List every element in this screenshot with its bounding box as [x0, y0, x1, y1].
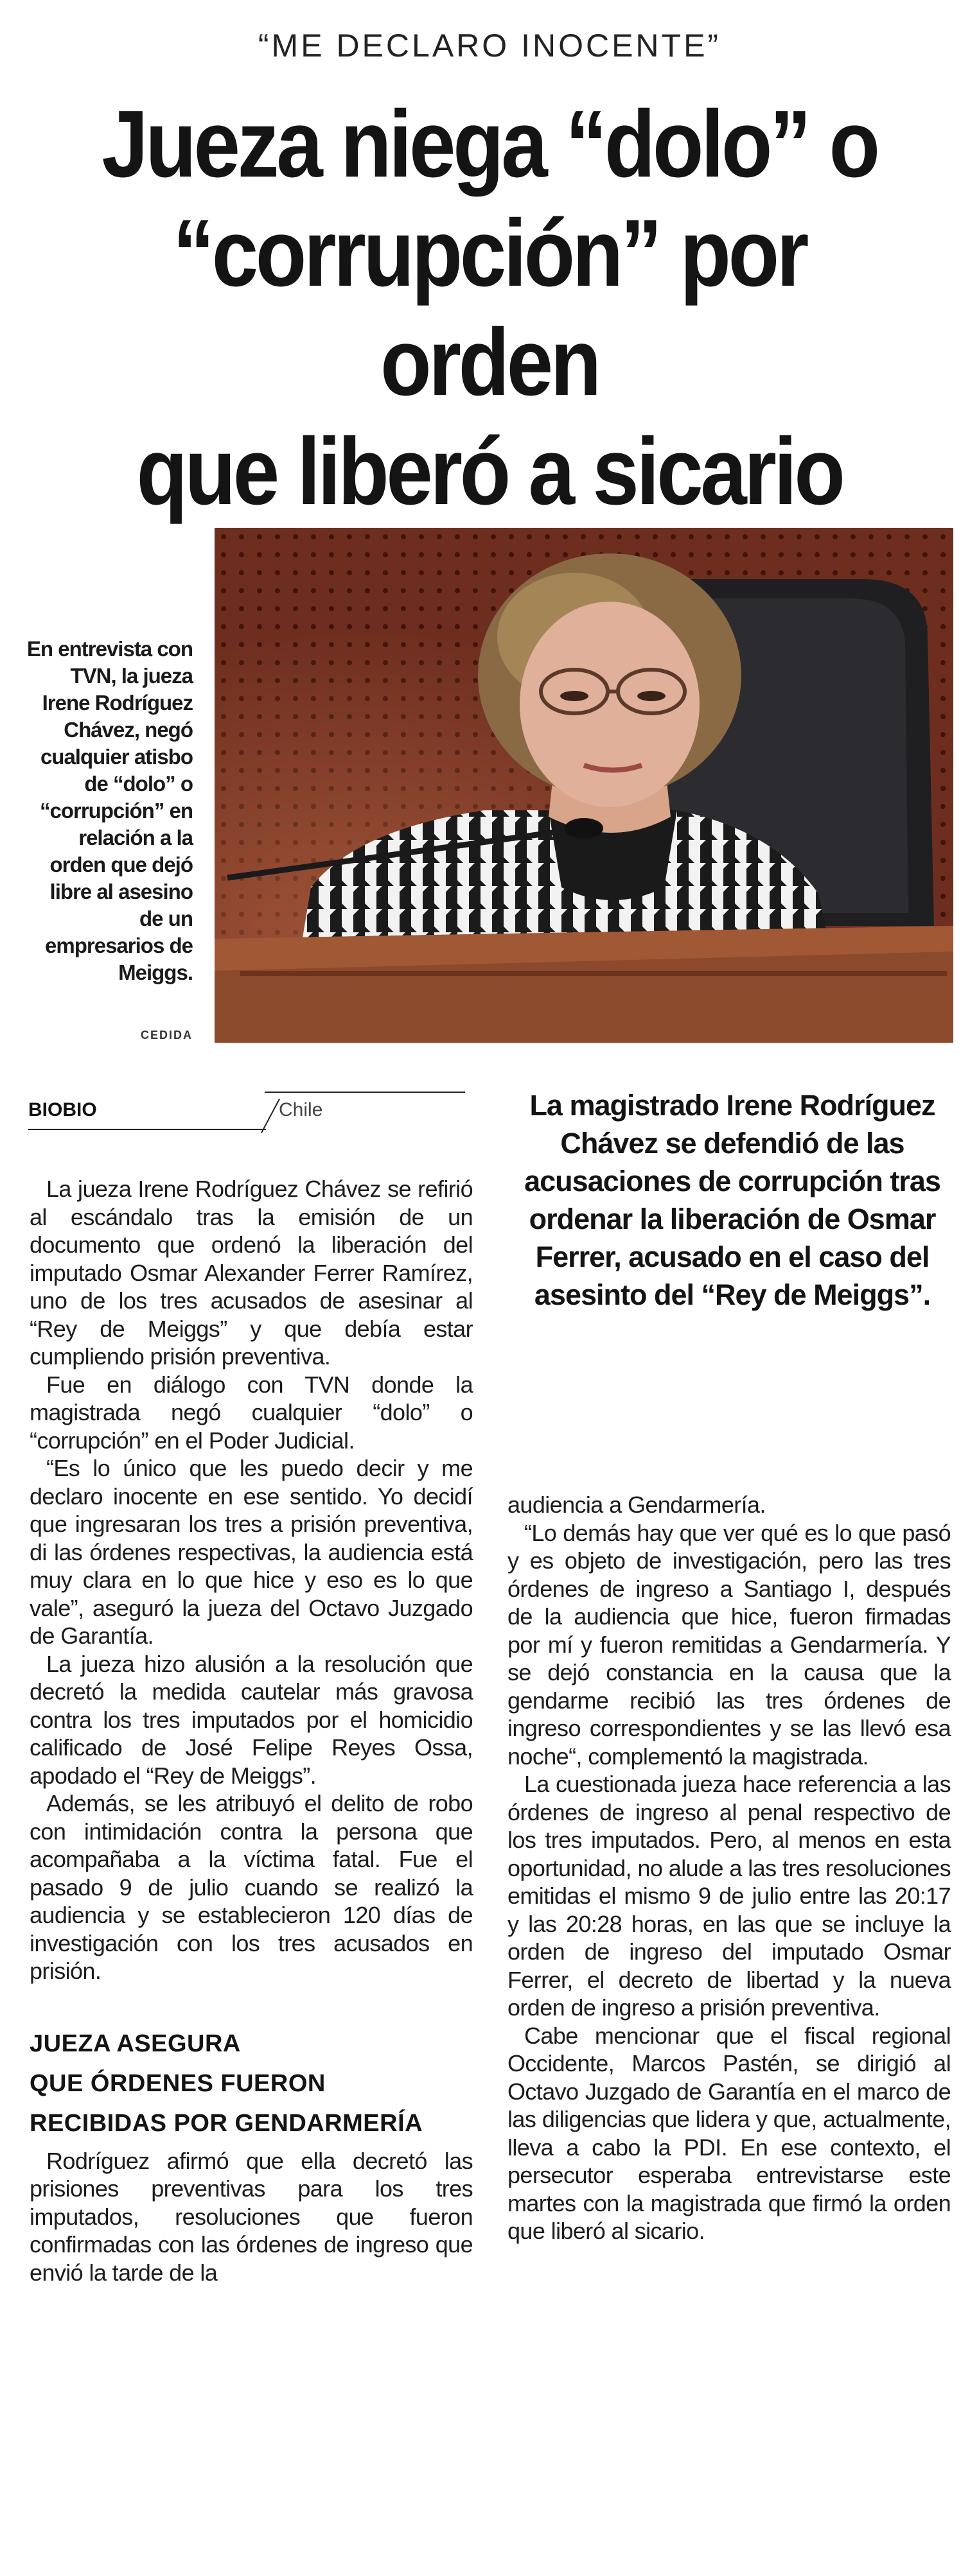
photo-credit: CEDIDA	[140, 1029, 193, 1041]
source-top-rule	[265, 1092, 465, 1093]
article-column-left	[30, 1175, 473, 2286]
headline-line-1: Jueza niega “dolo” o	[101, 91, 878, 197]
source-divider	[28, 1129, 266, 1130]
headline	[82, 90, 898, 527]
pull-quote: La magistrado Irene Rodríguez Chávez se defendió de las acusaciones de corrupción tras ordenar la liberación de Osmar Ferrer, acusado en el caso del asesinto del “Rey de Meiggs”.	[524, 1089, 940, 1311]
body-paragraph: Cabe mencionar que el fiscal regional Occidente, Marcos Pastén, se dirigió al Octavo Juzgado de Garantía en el marco de las diligencias que lidera y que, actualmente, lleva a cabo la PDI. En ese contexto, el persecutor esperaba entrevistarse este martes con la magistrada que firmó la orden que liberó al sicario.	[507, 2022, 951, 2244]
body-paragraph: Rodríguez afirmó que ella decretó las prisiones preventivas para los tres imputados, resoluciones que fueron confirmadas con las órdenes de ingreso que envió la tarde de la	[30, 2147, 473, 2286]
body-paragraph: La jueza Irene Rodríguez Chávez se refirió al escándalo tras la emisión de un documento que ordenó la liberación del imputado Osmar Alexander Ferrer Ramírez, uno de los tres acusados de asesinar al “Rey de Meiggs” y que debía estar cumpliendo prisión preventiva.	[30, 1176, 473, 1370]
subhead-line-2: QUE ÓRDENES FUERON	[30, 2069, 326, 2097]
photo-caption: En entrevista con TVN, la jueza Irene Rodríguez Chávez, negó cualquier atisbo de “dolo” o “corrupción” en relación a la orden que dejó libre al asesino de un empresarios de Meiggs.	[26, 637, 193, 984]
judge-photo	[215, 528, 953, 1043]
source-slash	[261, 1099, 280, 1133]
body-paragraph: “Lo demás hay que ver qué es lo que pasó y es objeto de investigación, pero las tres órdenes de ingreso a Santiago I, después de la audiencia que hice, fueron firmadas por mí y fueron remitidas a Gendarmería. Y se dejó constancia en la causa que la gendarme recibió las tres órdenes de ingreso correspondientes y se las llevó esa noche“, complementó la magistrada.	[507, 1519, 951, 1770]
body-paragraph: La jueza hizo alusión a la resolución que decretó la medida cautelar más gravosa contra los tres imputados por el homicidio calificado de José Felipe Reyes Ossa, apodado el “Rey de Meiggs”.	[30, 1650, 473, 1789]
headline-line-3: que liberó a sicario	[136, 419, 843, 525]
kicker: “ME DECLARO INOCENTE”	[258, 28, 721, 64]
judge-photo-illustration	[215, 528, 953, 1043]
source-brand: BIOBIO	[28, 1099, 97, 1120]
article-column-right	[507, 1491, 951, 2245]
subhead-line-3: RECIBIDAS POR GENDARMERÍA	[30, 2109, 423, 2137]
body-paragraph: audiencia a Gendarmería.	[507, 1492, 766, 1518]
body-paragraph: Fue en diálogo con TVN donde la magistrada negó cualquier “dolo” o “corrupción” en el Poder Judicial.	[30, 1371, 473, 1454]
subhead-line-1: JUEZA ASEGURA	[30, 2030, 241, 2057]
body-paragraph: Además, se les atribuyó el delito de robo con intimidación contra la persona que acompañaba a la víctima fatal. Fue el pasado 9 de julio cuando se realizó la audiencia y se establecieron 120 días de investigación con los tres acusados en prisión.	[30, 1790, 473, 1984]
body-paragraph: “Es lo único que les puedo decir y me declaro inocente en ese sentido. Yo decidí que ingresaran los tres a prisión preventiva, di las órdenes respectivas, la audiencia está muy clara en lo que hice y eso es lo que vale”, aseguró la jueza del Octavo Juzgado de Garantía.	[30, 1455, 473, 1649]
source-section: Chile	[279, 1099, 323, 1120]
source-bar	[28, 1092, 465, 1130]
body-paragraph: La cuestionada jueza hace referencia a las órdenes de ingreso al penal respectivo de los tres imputados. Pero, al menos en esta oportunidad, no alude a las tres resoluciones emitidas el mismo 9 de julio entre las 20:17 y las 20:28 horas, en las que se incluye la orden de ingreso del imputado Osmar Ferrer, el decreto de libertad y la nueva orden de ingreso a prisión preventiva.	[507, 1771, 951, 2021]
section-subhead	[30, 2024, 473, 2143]
headline-line-2: “corrupción” por orden	[172, 200, 807, 415]
